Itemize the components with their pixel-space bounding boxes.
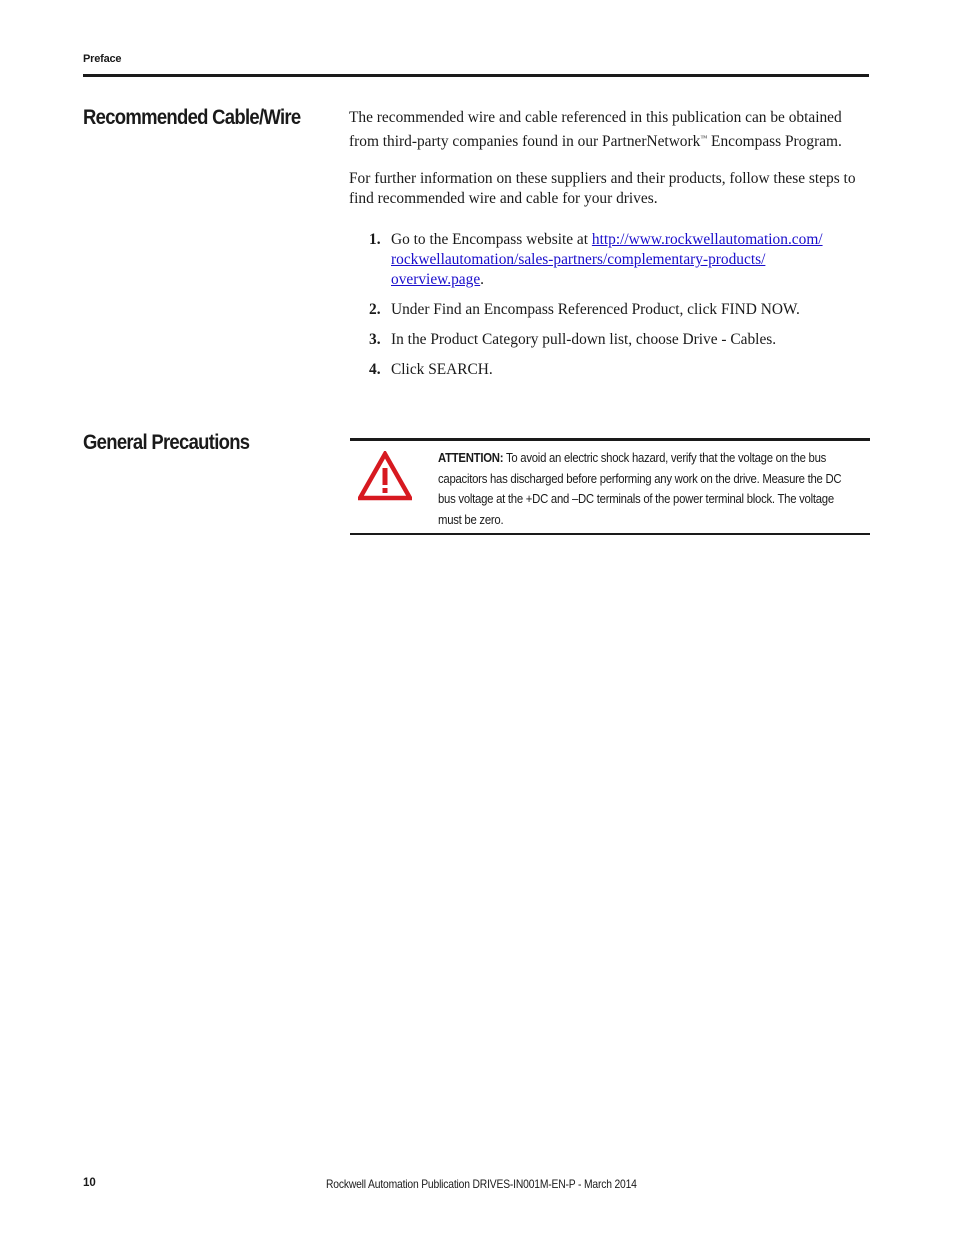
publication-footer: Rockwell Automation Publication DRIVES-IN001M-EN-P - March 2014 [326,1177,637,1191]
step-number: 1. [369,231,381,248]
step-text-end: . [480,271,485,288]
list-item [349,300,871,320]
step-text: Go to the Encompass website at [391,231,592,248]
step-number: 4. [369,361,381,378]
step-text: In the Product Category pull-down list, choose Drive - Cables. [391,331,777,348]
cable-intro-text: The recommended wire and cable referenced in this publication can be obtained from third-party companies found in our PartnerNetwork [349,109,842,151]
attention-label: ATTENTION: [438,450,504,465]
attention-box [350,438,870,535]
list-item [349,230,871,290]
header-rule [83,74,869,77]
cable-intro-text-end: Encompass Program. [707,133,842,151]
list-item [349,330,871,350]
step-number: 2. [369,301,381,318]
running-head: Preface [83,53,122,65]
list-item [349,360,871,380]
step-text: Under Find an Encompass Referenced Product, click FIND NOW. [391,301,800,318]
trademark-symbol: ™ [700,134,708,142]
section-heading-general-precautions: General Precautions [83,431,250,454]
step-number: 3. [369,331,381,348]
warning-triangle-icon [358,451,412,501]
attention-body: To avoid an electric shock hazard, verify that the voltage on the bus capacitors has discharged before performing any work on the drive. Measure the DC bus voltage at the +DC and –DC terminals of the power terminal block. The voltage must be zero. [438,450,842,527]
steps-list [349,230,871,390]
cable-steps-intro-paragraph: For further information on these suppliers and their products, follow these steps to find recommended wire and cable for your drives. [349,170,856,207]
cable-intro-paragraph [349,108,871,152]
attention-text [438,448,858,530]
encompass-website-link[interactable]: http://www.rockwellautomation.com/ rockwellautomation/sales-partners/complementary-products/ overview.page [391,231,823,288]
page-number: 10 [83,1177,96,1189]
step-text: Click SEARCH. [391,361,493,378]
section-heading-recommended-cable: Recommended Cable/Wire [83,106,301,129]
